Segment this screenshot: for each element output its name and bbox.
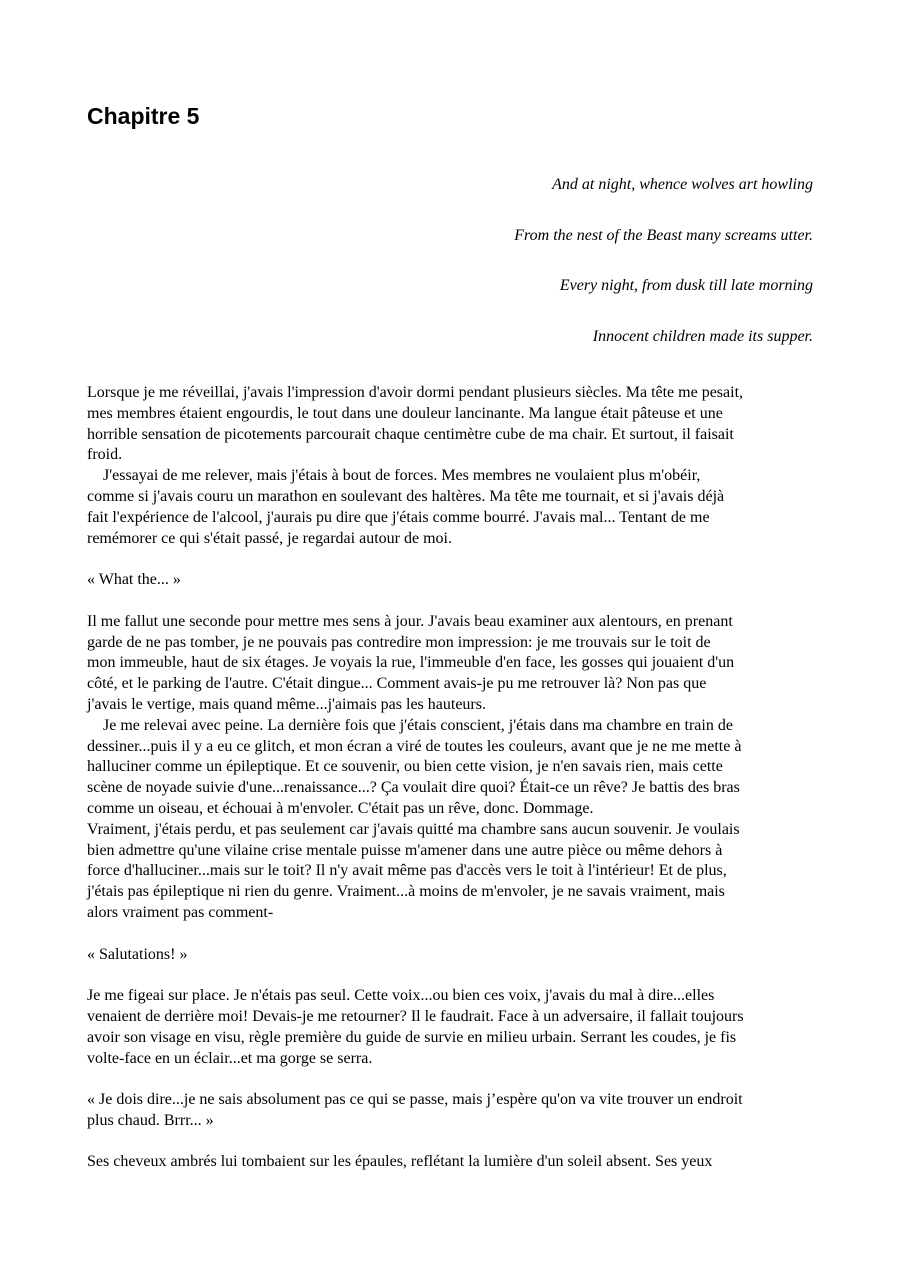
epigraph-line: Innocent children made its supper. xyxy=(592,327,813,345)
text-line: venaient de derrière moi! Devais-je me retourner? Il le faudrait. Face à un adversaire, il fallait toujours xyxy=(87,1007,744,1025)
text-line: horrible sensation de picotements parcourait chaque centimètre cube de ma chair. Et surtout, il faisait xyxy=(87,425,734,443)
epigraph-line: And at night, whence wolves art howling xyxy=(552,176,813,193)
paragraph xyxy=(87,383,827,549)
paragraph-gap xyxy=(87,965,827,986)
text-line: alors vraiment pas comment- xyxy=(87,903,274,921)
paragraph-gap xyxy=(87,924,827,945)
text-line: mes membres étaient engourdis, le tout dans une douleur lancinante. Ma langue était pâteuse et une xyxy=(87,404,723,422)
paragraph-gap xyxy=(87,1132,827,1153)
text-line: Vraiment, j'étais perdu, et pas seulement car j'avais quitté ma chambre sans aucun souvenir. Je voulais xyxy=(87,820,740,838)
text-line: froid. xyxy=(87,446,123,464)
text-line: j'étais pas épileptique ni rien du genre. Vraiment...à moins de m'envoler, je ne savais vraiment, mais xyxy=(87,883,725,901)
paragraph-gap xyxy=(87,1069,827,1090)
text-line: comme un oiseau, et échouai à m'envoler. C'était pas un rêve, donc. Dommage. xyxy=(87,799,594,817)
epigraph-line: Every night, from dusk till late morning xyxy=(559,277,813,294)
text-line: « What the... » xyxy=(87,571,181,589)
text-line: comme si j'avais couru un marathon en soulevant des haltères. Ma tête me tournait, et si j'avais déjà xyxy=(87,487,725,505)
text-line: J'essayai de me relever, mais j'étais à bout de forces. Mes membres ne voulaient plus m'obéir, xyxy=(87,467,701,485)
paragraph-gap xyxy=(87,549,827,570)
text-line: scène de noyade suivie d'une...renaissance...? Ça voulait dire quoi? Était-ce un rêve? Je battis des bras xyxy=(87,779,740,797)
chapter-title: Chapitre 5 xyxy=(87,103,200,129)
text-line: « Salutations! » xyxy=(87,945,188,963)
paragraph xyxy=(87,1090,827,1132)
text-line: côté, et le parking de l'autre. C'était dingue... Comment avais-je pu me retrouver là? Non pas que xyxy=(87,675,707,693)
text-line: force d'halluciner...mais sur le toit? Il n'y avait même pas d'accès vers le toit à l'intérieur! Et de plus, xyxy=(87,862,727,880)
paragraph-gap xyxy=(87,591,827,612)
text-line: Il me fallut une seconde pour mettre mes sens à jour. J'avais beau examiner aux alentours, en prenant xyxy=(87,612,733,630)
text-line: remémorer ce qui s'était passé, je regardai autour de moi. xyxy=(87,529,452,547)
text-line: avoir son visage en visu, règle première du guide de survie en milieu urbain. Serrant les coudes, je fis xyxy=(87,1028,737,1046)
paragraph xyxy=(87,1152,827,1173)
epigraph xyxy=(87,172,813,374)
paragraph xyxy=(87,612,827,924)
text-line: volte-face en un éclair...et ma gorge se serra. xyxy=(87,1049,373,1067)
text-line: mon immeuble, haut de six étages. Je voyais la rue, l'immeuble d'en face, les gosses qui jouaient d'un xyxy=(87,654,735,672)
text-line: fait l'expérience de l'alcool, j'aurais pu dire que j'étais comme bourré. J'avais mal... Tentant de me xyxy=(87,508,710,526)
text-line: dessiner...puis il y a eu ce glitch, et mon écran a viré de toutes les couleurs, avant que je ne me mette à xyxy=(87,737,742,755)
text-line: « Je dois dire...je ne sais absolument pas ce qui se passe, mais j’espère qu'on va vite trouver un endroit xyxy=(87,1091,743,1109)
paragraph xyxy=(87,945,827,966)
text-line: Je me relevai avec peine. La dernière fois que j'étais conscient, j'étais dans ma chambre en train de xyxy=(87,716,733,734)
text-line: j'avais le vertige, mais quand même...j'aimais pas les hauteurs. xyxy=(87,695,486,713)
text-line: Ses cheveux ambrés lui tombaient sur les épaules, reflétant la lumière d'un soleil absent. Ses yeux xyxy=(87,1153,713,1171)
paragraph xyxy=(87,570,827,591)
chapter-body xyxy=(87,383,827,1173)
text-line: Lorsque je me réveillai, j'avais l'impression d'avoir dormi pendant plusieurs siècles. Ma tête me pesait, xyxy=(87,384,744,401)
text-line: Je me figeai sur place. Je n'étais pas seul. Cette voix...ou bien ces voix, j'avais du mal à dire...elles xyxy=(87,987,715,1005)
epigraph-line: From the nest of the Beast many screams utter. xyxy=(514,226,813,244)
text-line: garde de ne pas tomber, je ne pouvais pas contredire mon impression: je me trouvais sur le toit de xyxy=(87,633,711,651)
text-line: bien admettre qu'une vilaine crise mentale puisse m'amener dans une autre pièce ou même dehors à xyxy=(87,841,723,859)
paragraph xyxy=(87,986,827,1069)
text-line: plus chaud. Brrr... » xyxy=(87,1111,214,1129)
text-line: halluciner comme un épileptique. Et ce souvenir, ou bien cette vision, je n'en savais rien, mais cette xyxy=(87,758,723,776)
